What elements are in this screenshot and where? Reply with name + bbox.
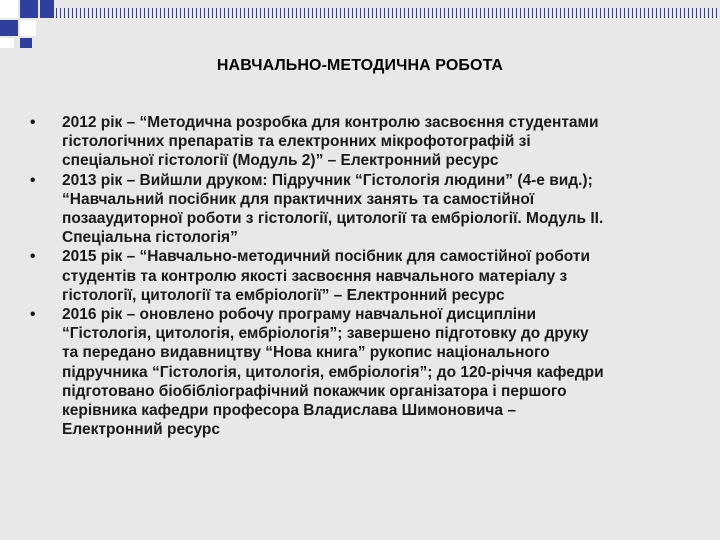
decor-square — [0, 38, 14, 48]
list-item-line: 2012 рік – “Методична розробка для контролю засвоєння студентами — [62, 114, 599, 131]
list-item-line: підручника “Гістологія, цитологія, ембріологія”; до 120-річчя кафедри — [62, 363, 604, 381]
decor-square — [0, 20, 18, 36]
list-item-line: гістологічних препаратів та електронних мікрофотографій зі — [62, 133, 531, 151]
list-item-line: 2013 рік – Вийшли друком: Підручник “Гістологія людини” (4-е вид.); — [62, 171, 593, 189]
slide-content — [30, 113, 700, 439]
bullet-marker: • — [30, 171, 36, 189]
list-item-line: спеціальної гістології (Модуль 2)” – Електронний ресурс — [62, 152, 499, 170]
bullet-marker: • — [30, 114, 36, 131]
decor-square — [0, 0, 18, 18]
list-item-line: та передано видавництву “Нова книга” рукопис національного — [62, 344, 550, 362]
decor-square — [20, 0, 38, 18]
decor-square — [40, 0, 54, 18]
list-item-line: підготовано біобібліографічний покажчик організатора і першого — [62, 382, 567, 400]
list-item-line: студентів та контролю якості засвоєння навчального матеріалу з — [62, 267, 568, 285]
list-item-line: керівника кафедри професора Владислава Шимоновича – — [62, 402, 516, 420]
list-item-line: гістології, цитології та ембріології” – Електронний ресурс — [62, 286, 505, 304]
bullet-list — [30, 113, 700, 439]
decor-stripe — [56, 8, 720, 18]
list-item-line: “Гістологія, цитологія, ембріологія”; завершено підготовку до друку — [62, 325, 589, 343]
list-item-line: “Навчальний посібник для практичних занять та самостійної — [62, 190, 535, 208]
list-item — [30, 247, 700, 305]
list-item-line: 2016 рік – оновлено робочу програму навчальної дисципліни — [62, 306, 536, 324]
list-item-line: позааудиторної роботи з гістології, цитології та ембріології. Модуль ІІ. — [62, 210, 604, 228]
list-item-line: Електронний ресурс — [62, 421, 220, 439]
list-item — [30, 171, 700, 248]
slide-title: НАВЧАЛЬНО-МЕТОДИЧНА РОБОТА — [216, 57, 504, 74]
bullet-marker: • — [30, 306, 36, 324]
decor-square — [20, 38, 32, 48]
bullet-marker: • — [30, 248, 36, 266]
list-item — [30, 113, 700, 171]
list-item-line: Спеціальна гістологія” — [62, 229, 238, 247]
list-item — [30, 305, 700, 439]
decor-square — [20, 20, 36, 36]
list-item-line: 2015 рік – “Навчально-методичний посібник для самостійної роботи — [62, 248, 590, 266]
